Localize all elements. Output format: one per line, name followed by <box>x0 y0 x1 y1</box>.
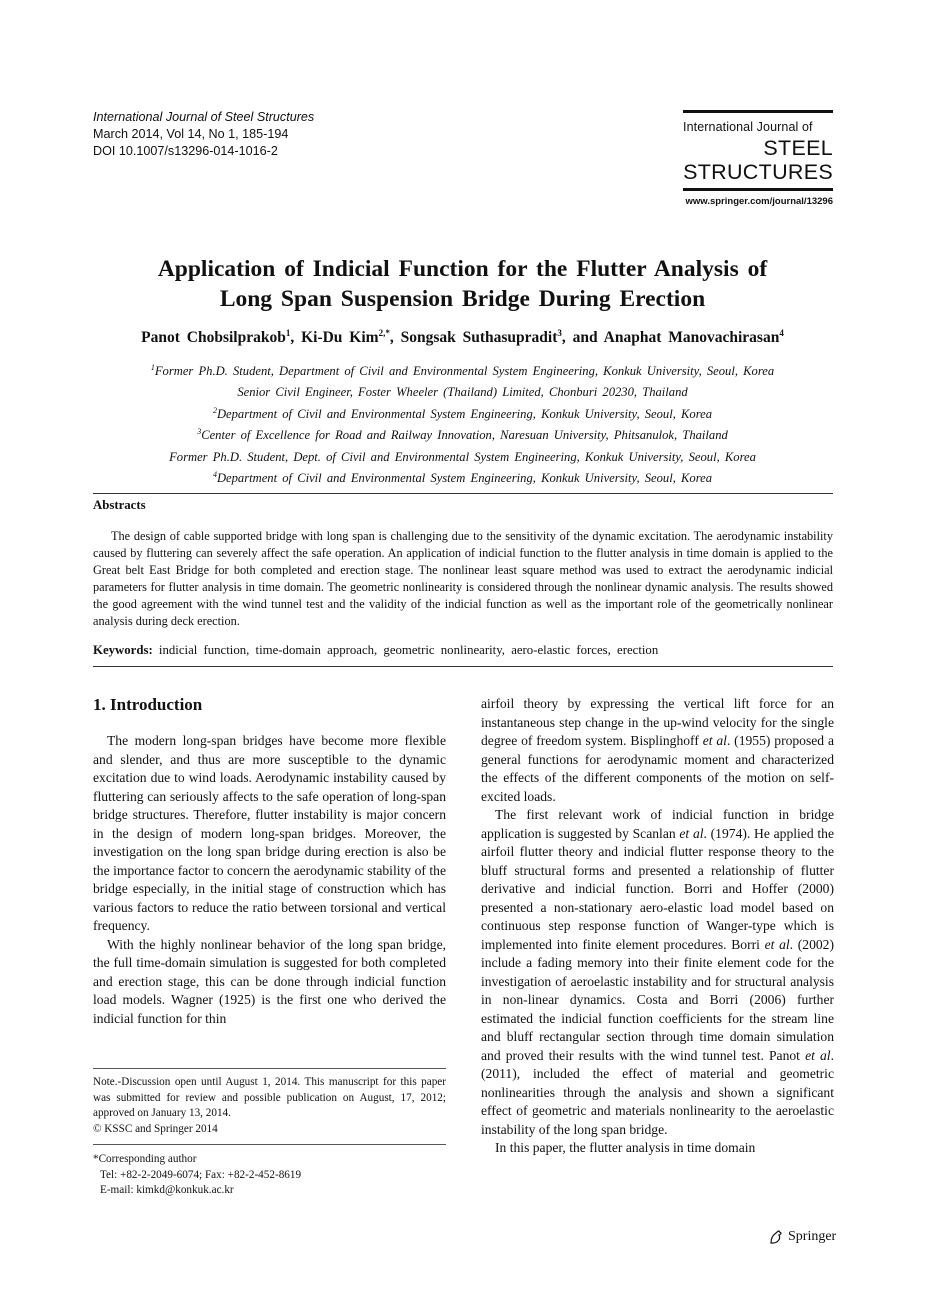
logo-line1: International Journal of <box>683 120 813 134</box>
springer-logo <box>768 1229 836 1245</box>
logo-line2: STEEL <box>763 136 833 160</box>
journal-name: International Journal of Steel Structures <box>93 110 315 124</box>
affiliations <box>60 359 865 487</box>
paragraph: airfoil theory by expressing the vertical lift force for an instantaneous step change in the up-wind velocity for the single degree of freedom system. Bisplinghoff et al. (1955) proposed a general functions for aerodynamic moment and characterized the effects of the different components of the motion on self-excited loads. <box>481 696 834 804</box>
footnote-rule <box>93 1068 446 1069</box>
paragraph: In this paper, the flutter analysis in time domain <box>495 1140 756 1155</box>
author-separator: , <box>389 329 401 347</box>
journal-issue: March 2014, Vol 14, No 1, 185-194 <box>93 127 289 141</box>
right-column <box>481 695 834 1158</box>
journal-url[interactable]: www.springer.com/journal/13296 <box>685 196 833 207</box>
author-sup: 1 <box>285 328 291 338</box>
paragraph: The first relevant work of indicial function in bridge application is suggested by Scanlan et al. (1974). He applied the airfoil flutter theory and indicial flutter response theory to the bluff structural forms and presented a relationship of flutter derivative and indicial function. Borri and Hoffer (2000) presented a non-stationary aero-elastic load model based on continuous step response function of Wanger-type which is implemented into finite element procedures. Borri et al. (2002) include a fading memory into their finite element code for the investigation of aeroelastic instability and for structural analysis in non-linear dynamics. Costa and Borri (2006) further estimated the indicial function coefficients for the stream line and bluff rectangular section through time domain simulation and proved their results with the wind tunnel test. Panot et al. (2011), included the effect of material and geometric nonlinearities through the analysis and shown a significant effect of geometric and materials nonlinearity to the aeroelastic instability of the long span bridge. <box>481 807 834 1137</box>
abstract-top-rule <box>93 493 833 494</box>
author-sup: 2,* <box>378 328 390 338</box>
keywords-label: Keywords: <box>93 643 153 657</box>
journal-doi: DOI 10.1007/s13296-014-1016-2 <box>93 144 278 158</box>
copyright: © KSSC and Springer 2014 <box>93 1122 218 1135</box>
corresponding-label: *Corresponding author <box>93 1153 197 1165</box>
journal-info <box>93 109 314 160</box>
journal-logo <box>683 110 833 207</box>
corresponding-author <box>93 1152 446 1199</box>
author-name: Anaphat Manovachirasan <box>603 329 780 347</box>
corresponding-tel: Tel: +82-2-2049-6074; Fax: +82-2-452-8619 <box>100 1168 302 1181</box>
springer-horse-icon <box>768 1229 784 1245</box>
author-list <box>60 328 865 347</box>
affiliation-line: $^3$Center of Excellence for Road and Railway Innovation, Naresuan University, Phitsanulok, Thailand <box>197 427 728 443</box>
logo-line3: STRUCTURES <box>683 160 833 184</box>
affiliation-line: $^2$Department of Civil and Environmental System Engineering, Konkuk University, Seoul, Korea <box>212 405 713 421</box>
author-name: Panot Chobsilprakob <box>141 329 286 347</box>
author-sup: 3 <box>557 328 562 338</box>
affiliation-line: Former Ph.D. Student, Dept. of Civil and Environmental System Engineering, Konkuk University, Seoul, Korea <box>169 449 756 464</box>
abstract-text: The design of cable supported bridge with long span is challenging due to the sensitivity of the dynamic excitation. The aerodynamic instability caused by fluttering can severely affect the safe operation. An application of indicial function to the flutter analysis in time domain is applied to the Great belt East Bridge for both completed and erection stage. The nonlinear least square method was used to extract the aerodynamic indicial parameters for flutter analysis in time domain. The geometric nonlinearity is considered through the nonlinear dynamic analysis. The results showed the good agreement with the wind tunnel test and the validity of the indicial function as well as the important role of the geometrically nonlinear analysis during deck erection. <box>93 529 833 629</box>
abstract-bottom-rule <box>93 666 833 667</box>
note-text: Note.-Discussion open until August 1, 2014. This manuscript for this paper was submitted for review and possible publication on August, 17, 2012; approved on January 13, 2014. <box>93 1076 446 1120</box>
corresponding-email[interactable]: E-mail: kimkd@konkuk.ac.kr <box>100 1184 234 1197</box>
paper-title <box>60 254 865 314</box>
author-name: Ki-Du Kim <box>301 329 379 347</box>
affiliation-line: $^4$Department of Civil and Environmental System Engineering, Konkuk University, Seoul, Korea <box>212 469 713 486</box>
author-separator: , <box>290 329 302 347</box>
paragraph: With the highly nonlinear behavior of the long span bridge, the full time-domain simulation is suggested for both completed and erection stage, this can be done through indicial function load models. Wagner (1925) is the first one who derived the indicial function for thin <box>93 936 446 1026</box>
section-heading-introduction: 1. Introduction <box>93 695 203 714</box>
title-line-2: Long Span Suspension Bridge During Erection <box>219 286 706 312</box>
title-line-1: Application of Indicial Function for the Flutter Analysis of <box>157 256 768 282</box>
abstract-heading: Abstracts <box>93 498 146 512</box>
footnote-rule-2 <box>93 1144 446 1145</box>
author-name: Songsak Suthasupradit <box>400 329 558 347</box>
author-sup: 4 <box>779 328 784 338</box>
keywords-text: indicial function, time-domain approach, geometric nonlinearity, aero-elastic forces, erection <box>158 643 659 657</box>
keywords <box>93 643 833 658</box>
author-separator: , and <box>561 329 604 347</box>
logo-bottom-bar <box>683 188 833 191</box>
affiliation-line: Senior Civil Engineer, Foster Wheeler (Thailand) Limited, Chonburi 20230, Thailand <box>237 385 688 400</box>
paragraph: The modern long-span bridges have become more flexible and slender, and thus are more susceptible to the dynamic excitation due to wind loads. Aerodynamic instability caused by fluttering can seriously affects to the safe operation of long-span bridge structures. Therefore, flutter instability is major concern in the design of modern long-span bridges. Moreover, the investigation on the long span bridge during erection is also be the importance factor to concern the aerodynamic stability of the bridge especially, in the initial stage of construction which has various factors to reduce the ratio between torsional and vertical frequency. <box>93 733 446 933</box>
left-column <box>93 732 446 1028</box>
publisher-name: Springer <box>788 1229 837 1244</box>
manuscript-note <box>93 1075 446 1137</box>
logo-top-bar <box>683 110 833 113</box>
affiliation-line: $^1$Former Ph.D. Student, Department of Civil and Environmental System Engineering, Konkuk University, Seoul, Korea <box>150 363 775 379</box>
